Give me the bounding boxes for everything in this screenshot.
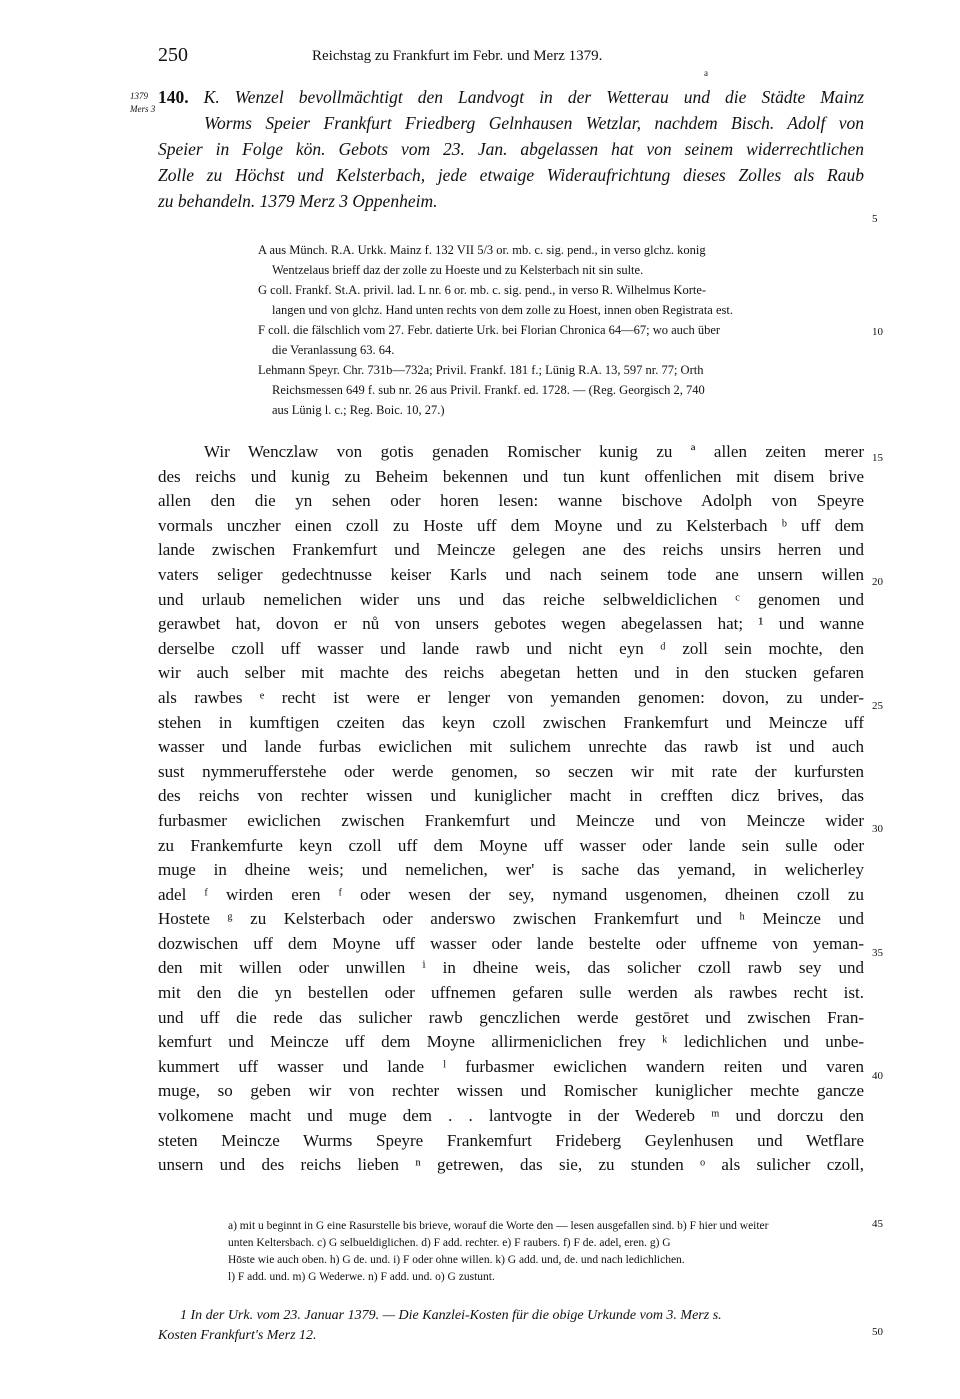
regest-line: Zolle zu Höchst und Kelsterbach, jede etwaige Wideraufrichtung dieses Zolles als Raub	[158, 165, 864, 185]
body-line: stehen in kumftigen czeiten das keyn czoll zwischen Frankemfurt und Meincze uff	[158, 712, 864, 732]
footnote-line: l) F add. und. m) G Wederwe. n) F add. und. o) G zustunt.	[228, 1271, 495, 1283]
running-title: Reichstag zu Frankfurt im Febr. und Merz 1379.	[312, 48, 603, 64]
source-line: A aus Münch. R.A. Urkk. Mainz f. 132 VII 5/3 or. mb. c. sig. pend., in verso glchz. konig	[258, 243, 706, 257]
body-line: und urlaub nemelichen wider uns und das reiche selbweldiclichen ᶜ genomen und	[158, 589, 864, 609]
regest-line: Worms Speier Frankfurt Friedberg Gelnhausen Wetzlar, nachdem Bisch. Adolf von	[204, 113, 864, 133]
margin-date: 1379	[130, 91, 148, 101]
regest-line: Speier in Folge kön. Gebots vom 23. Jan. abgelassen hat von seinem widerrechtlichen	[158, 139, 864, 159]
body-line: zu Frankemfurte keyn czoll uff dem Moyne uff wasser oder lande sein sulle oder	[158, 835, 864, 855]
source-apparatus	[258, 240, 866, 420]
source-line: F coll. die fälschlich vom 27. Febr. datierte Urk. bei Florian Chronica 64—67; wo auch über	[258, 323, 721, 337]
body-line: wasser und lande furbas ewiclichen mit sulichem unrechte das rawb ist und auch	[158, 737, 864, 757]
line-number: 15	[872, 452, 883, 464]
body-line: dozwischen uff dem Moyne uff wasser oder lande bestelte oder uffneme von yeman-	[158, 933, 864, 953]
body-line: derselbe czoll uff wasser und lande rawb und nicht eyn ᵈ zoll sein mochte, den	[158, 638, 864, 658]
body-line: adel ᶠ wirden eren ᶠ oder wesen der sey, nymand usgenomen, dheinen czoll zu	[158, 884, 864, 904]
body-line: wir auch selber mit machte des reichs abegetan hetten und in den stucken gefaren	[158, 663, 864, 683]
line-number: 45	[872, 1218, 883, 1230]
source-line: Reichsmessen 649 f. sub nr. 26 aus Privil. Frankf. ed. 1728. — (Reg. Georgisch 2, 740	[272, 383, 705, 397]
line-number: 35	[872, 947, 883, 959]
body-line: mit den die yn bestellen oder uffnemen gefaren sulle werden als rawbes recht ist.	[158, 983, 864, 1003]
head-mark: a	[704, 68, 708, 78]
body-line: muge in dheine weis; und nemelichen, wer' is sache das yemand, in welicherley	[158, 860, 864, 880]
body-line: furbasmer ewiclichen zwischen Frankemfurt und Meincze und von Meincze wider	[158, 810, 864, 830]
explanatory-note	[158, 1306, 864, 1346]
line-number: 20	[872, 576, 883, 588]
regest-line: zu behandeln. 1379 Merz 3 Oppenheim.	[158, 191, 438, 211]
body-line: muge, so geben wir von rechter wissen und Romischer kuniglicher mechte gancze	[158, 1081, 864, 1101]
document-body	[158, 440, 864, 1178]
line-number: 5	[872, 213, 878, 225]
body-line: kummert uff wasser und lande ˡ furbasmer ewiclichen wandern reiten und varen	[158, 1056, 864, 1076]
body-line: des reichs von rechter wissen und kuniglicher macht in crefften dicz brives, das	[158, 786, 864, 806]
regest	[158, 84, 864, 214]
body-line: vormals unczher einen czoll zu Hoste uff dem Moyne und zu Kelsterbach ᵇ uff dem	[158, 515, 864, 535]
body-line: sust nymmerufferstehe oder werde genomen, so seczen wir mit rate der kurfursten	[158, 761, 864, 781]
body-line: steten Meincze Wurms Speyre Frankemfurt Frideberg Geylenhusen und Wetflare	[158, 1130, 864, 1150]
source-line: aus Lünig l. c.; Reg. Boic. 10, 27.)	[272, 403, 445, 417]
body-line: den mit willen oder unwillen ⁱ in dheine weis, das solicher czoll rawb sey und	[158, 958, 864, 978]
footnote-line: unten Keltersbach. c) G selbueldiglichen. d) F add. rechter. e) F raubers. f) F de. adel, eren. g) G	[228, 1237, 671, 1249]
line-number: 30	[872, 823, 883, 835]
document-number: 140.	[158, 87, 189, 107]
footnote-line: a) mit u beginnt in G eine Rasurstelle bis brieve, worauf die Worte den — lesen ausgefallen sind. b) F hier und weiter	[228, 1220, 769, 1232]
note-line: Kosten Frankfurt's Merz 12.	[158, 1328, 317, 1343]
body-line: Wir Wenczlaw von gotis genaden Romischer kunig zu ª allen zeiten merer	[204, 442, 864, 461]
body-line: allen den die yn sehen oder horen lesen: wanne bischove Adolph von Speyre	[158, 491, 864, 511]
body-line: volkomene macht und muge dem . . lantvogte in der Wedereb ᵐ und dorczu den	[158, 1106, 864, 1126]
footnote-line: Hōste wie auch oben. h) G de. und. i) F oder ohne willen. k) G add. und, de. und nach ledichlichen.	[228, 1254, 685, 1266]
line-number: 25	[872, 700, 883, 712]
body-line: vaters seliger gedechtnusse keiser Karls und nach seinem tode ane unsern willen	[158, 564, 864, 584]
note-line: 1 In der Urk. vom 23. Januar 1379. — Die Kanzlei-Kosten für die obige Urkunde vom 3. Merz s.	[180, 1308, 722, 1323]
textual-footnotes	[228, 1218, 868, 1286]
body-line: lande zwischen Frankemfurt und Meincze gelegen ane des reichs unsirs herren und	[158, 540, 864, 560]
regest-line: 140. K. Wenzel bevollmächtigt den Landvogt in der Wetterau und die Städte Mainz	[158, 87, 865, 107]
body-line: kemfurt und Meincze uff dem Moyne allirmeniclichen frey ᵏ ledichlichen und unbe-	[158, 1032, 864, 1052]
source-line: Lehmann Speyr. Chr. 731b—732a; Privil. Frankf. 181 f.; Lünig R.A. 13, 597 nr. 77; Orth	[258, 363, 704, 377]
page-number: 250	[158, 44, 188, 66]
source-line: die Veranlassung 63. 64.	[272, 343, 395, 357]
source-line: G coll. Frankf. St.A. privil. lad. L nr. 6 or. mb. c. sig. pend., in verso R. Wilhelmus Korte-	[258, 283, 707, 297]
line-number: 10	[872, 326, 883, 338]
body-line: Hostete ᵍ zu Kelsterbach oder anderswo zwischen Frankemfurt und ʰ Meincze und	[158, 909, 864, 929]
source-line: Wentzelaus brieff daz der zolle zu Hoeste und zu Kelsterbach nit sin sulte.	[272, 263, 644, 277]
body-line: als rawbes ᵉ recht ist were er lenger von yemanden genomen: dovon, zu under-	[158, 687, 864, 707]
line-number: 50	[872, 1326, 883, 1338]
line-number: 40	[872, 1070, 883, 1082]
margin-location: Mers 3	[130, 104, 156, 114]
source-line: langen und von glchz. Hand unten rechts von dem zolle zu Hoest, innen oben Registrata est.	[272, 303, 733, 317]
body-line: gerawbet hat, dovon er nů von unsers gebotes wegen abegelassen hat; ¹ und wanne	[158, 614, 864, 634]
body-line: und uff die rede das sulicher rawb genczlichen werde gestōret und zwischen Fran-	[158, 1007, 864, 1027]
body-line: des reichs und kunig zu Beheim bekennen und tun kunt offenlichen mit disem brive	[158, 466, 864, 486]
body-line: unsern und des reichs lieben ⁿ getrewen, das sie, zu stunden ᵒ als sulicher czoll,	[158, 1155, 864, 1175]
